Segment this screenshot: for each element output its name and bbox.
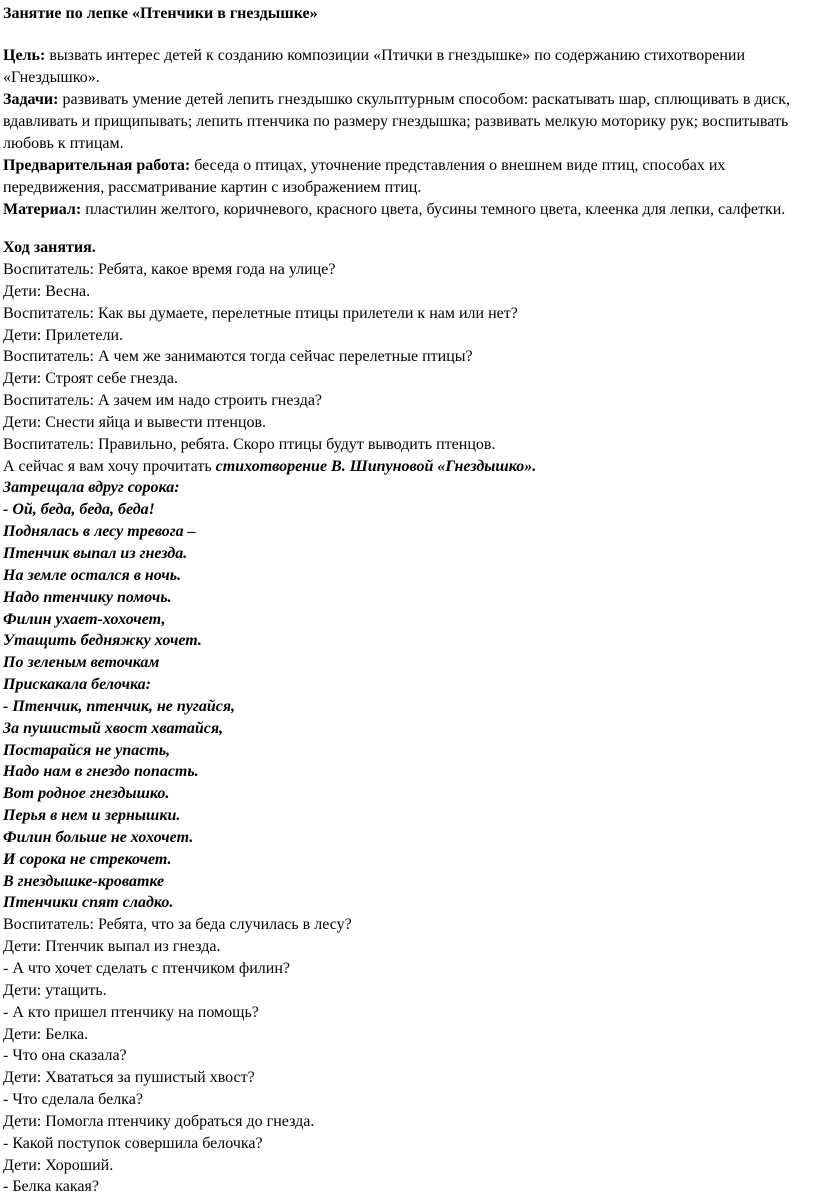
poem-line: Утащить бедняжку хочет. (3, 632, 202, 650)
poem-line: Филин больше не хохочет. (3, 828, 194, 846)
dialogue-line: Дети: Хвататься за пушистый хвост? (3, 1069, 255, 1087)
dialogue-line: Дети: Хороший. (3, 1156, 114, 1174)
dialogue-line: Дети: Помогла птенчику добраться до гнезда. (3, 1112, 315, 1130)
goal-paragraph (3, 45, 809, 89)
dialogue-line: - Что она сказала? (3, 1047, 127, 1065)
dialogue-line: Воспитатель: Как вы думаете, перелетные птицы прилетели к нам или нет? (3, 304, 518, 322)
dialogue-line: Дети: Прилетели. (3, 326, 124, 344)
poem-title: стихотворение В. Шипуновой «Гнездышко». (215, 457, 537, 475)
material-label: Материал: (3, 201, 82, 218)
dialogue-line: - Какой поступок совершила белочка? (3, 1134, 263, 1152)
lesson-intro (3, 45, 809, 221)
dialogue-line: Воспитатель: Ребята, что за беда случилась в лесу? (3, 916, 352, 934)
lesson-body (3, 259, 536, 1198)
prep-paragraph (3, 155, 809, 199)
dialogue-line: Воспитатель: А зачем им надо строить гнезда? (3, 392, 323, 410)
poem-line: В гнездышке-кроватке (3, 872, 165, 890)
poem-line: Птенчик выпал из гнезда. (3, 544, 188, 562)
goal-label: Цель: (3, 47, 46, 64)
lesson-heading: Ход занятия. (3, 239, 96, 256)
tasks-paragraph (3, 89, 809, 155)
poem-line: Филин ухает-хохочет, (3, 610, 166, 628)
material-text: пластилин желтого, коричневого, красного цвета, бусины темного цвета, клеенка для лепки, салфетки. (81, 201, 786, 218)
poem-line: Вот родное гнездышко. (3, 785, 170, 803)
dialogue-line: - Что сделала белка? (3, 1091, 143, 1109)
dialogue-line: Дети: Птенчик выпал из гнезда. (3, 938, 221, 956)
prep-text: беседа о птицах, уточнение представления о внешнем виде птиц, способах их передвижения, рассматривание картин с изображением птиц. (3, 157, 726, 196)
dialogue-line: Воспитатель: Ребята, какое время года на улице? (3, 261, 336, 278)
dialogue-line: Воспитатель: Правильно, ребята. Скоро птицы будут выводить птенцов. (3, 435, 496, 453)
poem-intro-line (3, 456, 536, 478)
poem-line: Птенчики спят сладко. (3, 894, 174, 912)
poem-line: Надо птенчику помочь. (3, 588, 172, 606)
goal-text: вызвать интерес детей к созданию композиции «Птички в гнездышке» по содержанию стихотворении «Гнездышко». (3, 47, 746, 86)
dialogue-line: - А что хочет сделать с птенчиком филин? (3, 960, 290, 977)
document-title: Занятие по лепке «Птенчики в гнездышке» (3, 5, 318, 22)
poem-line: По зеленым веточкам (3, 654, 160, 672)
poem-line: - Птенчик, птенчик, не пугайся, (3, 697, 236, 715)
dialogue-line: Дети: утащить. (3, 981, 107, 999)
dialogue-line: - Белка какая? (3, 1178, 99, 1196)
dialogue-line: Дети: Весна. (3, 282, 91, 300)
dialogue-line: Воспитатель: А чем же занимаются тогда сейчас перелетные птицы? (3, 348, 473, 366)
tasks-text: развивать умение детей лепить гнездышко скульптурным способом: раскатывать шар, сплющивать в диск, вдавливать и прищипывать; лепить птенчика по размеру гнездышка; развивать мелкую моторику рук; воспитывать любовь к птицам. (3, 91, 791, 152)
poem-line: Перья в нем и зернышки. (3, 807, 181, 825)
dialogue-line: - А кто пришел птенчику на помощь? (3, 1003, 259, 1021)
poem-line: Постарайся не упасть, (3, 741, 171, 759)
poem-line: Поднялась в лесу тревога – (3, 523, 196, 541)
poem-line: И сорока не стрекочет. (3, 850, 172, 868)
dialogue-line: Дети: Снести яйца и вывести птенцов. (3, 413, 267, 431)
dialogue-line: Дети: Строят себе гнезда. (3, 370, 179, 388)
poem-line: За пушистый хвост хватайся, (3, 719, 224, 737)
material-paragraph (3, 199, 809, 221)
prep-label: Предварительная работа: (3, 157, 191, 174)
poem-line: Прискакала белочка: (3, 676, 151, 694)
poem-line: На земле остался в ночь. (3, 566, 182, 584)
poem-intro-text: А сейчас я вам хочу прочитать (3, 457, 216, 475)
tasks-label: Задачи: (3, 91, 59, 108)
poem-line: - Ой, беда, беда, беда! (3, 501, 155, 519)
poem-line: Надо нам в гнездо попасть. (3, 763, 199, 781)
dialogue-line: Дети: Белка. (3, 1025, 89, 1043)
poem-line: Затрещала вдруг сорока: (3, 479, 180, 497)
